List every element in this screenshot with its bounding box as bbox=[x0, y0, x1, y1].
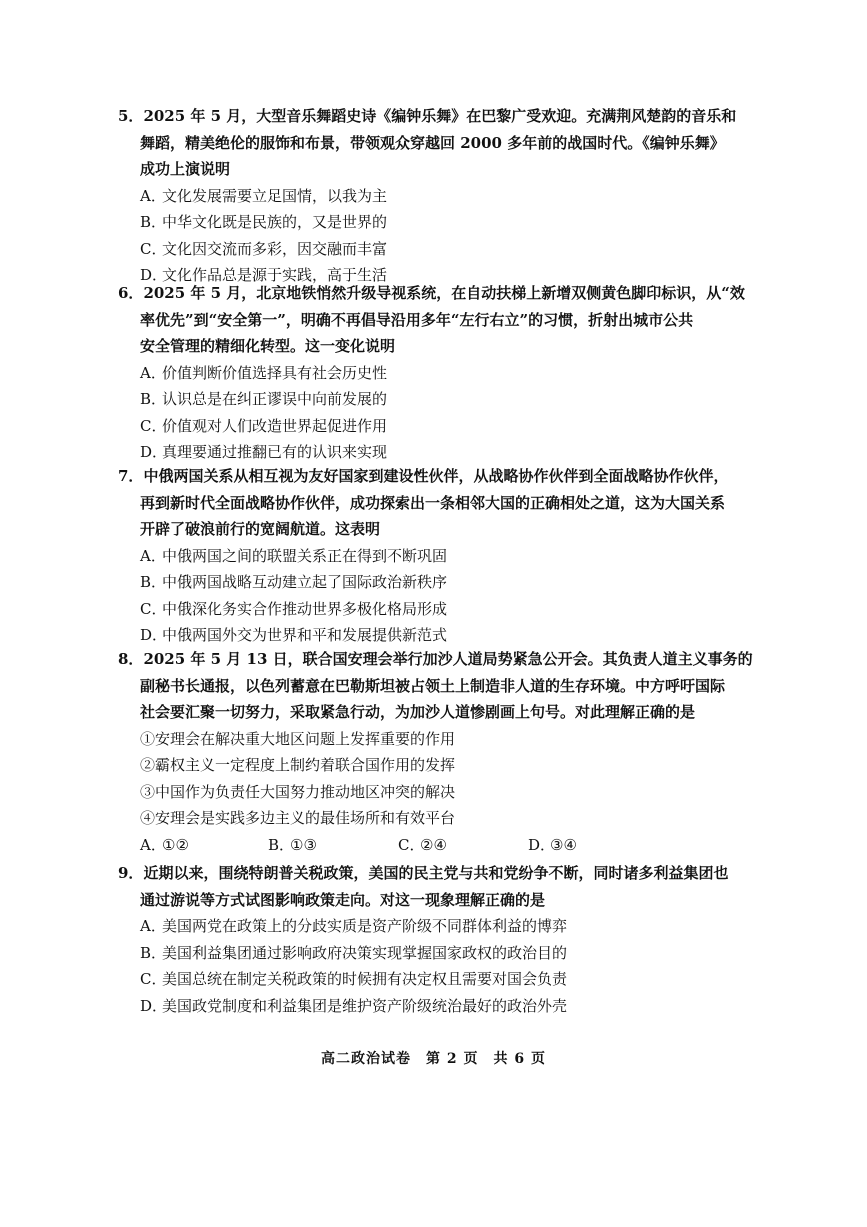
stem-line: 成功上演说明 bbox=[140, 160, 231, 178]
option-c: C．美国总统在制定关税政策的时候拥有决定权且需要对国会负责 bbox=[140, 970, 568, 988]
options-list bbox=[0, 913, 867, 1019]
stem-line: 社会要汇聚一切努力，采取紧急行动，为加沙人道惨剧画上句号。对此理解正确的是 bbox=[140, 703, 696, 721]
stem-line: 近期以来，围绕特朗普关税政策，美国的民主党与共和党纷争不断，同时诸多利益集团也 bbox=[143, 864, 729, 882]
question-9-stem bbox=[0, 860, 867, 913]
question-6 bbox=[0, 280, 867, 466]
stem-line: 舞蹈，精美绝伦的服饰和布景，带领观众穿越回 2000 多年前的战国时代。《编钟乐舞》 bbox=[140, 133, 725, 152]
stem-line: 2025 年 5 月，大型音乐舞蹈史诗《编钟乐舞》在巴黎广受欢迎。充满荆风楚韵的音乐和 bbox=[143, 107, 737, 125]
stem-line: 2025 年 5 月，北京地铁悄然升级导视系统，在自动扶梯上新增双侧黄色脚印标识，从“效 bbox=[143, 284, 745, 302]
question-7 bbox=[0, 463, 867, 649]
question-8-stem bbox=[0, 646, 867, 726]
option-c: C．中俄深化务实合作推动世界多极化格局形成 bbox=[140, 599, 448, 618]
question-number: 6． bbox=[118, 284, 144, 302]
page-footer: 高二政治试卷 第 2 页 共 6 页 bbox=[321, 1051, 546, 1067]
statement-1: ①安理会在解决重大地区问题上发挥重要的作用 bbox=[140, 729, 456, 748]
question-number: 8． bbox=[118, 650, 144, 668]
option-a: A．文化发展需要立足国情，以我为主 bbox=[140, 186, 388, 205]
options-list bbox=[0, 183, 867, 289]
option-d: D．③④ bbox=[528, 835, 577, 854]
option-d: D．文化作品总是源于实践，高于生活 bbox=[140, 266, 388, 284]
statements-list bbox=[0, 726, 867, 832]
stem-line: 副秘书长通报，以色列蓄意在巴勒斯坦被占领土上制造非人道的生存环境。中方呼吁国际 bbox=[140, 676, 726, 695]
options-row bbox=[0, 832, 867, 859]
statement-2: ②霸权主义一定程度上制约着联合国作用的发挥 bbox=[140, 756, 456, 774]
option-c: C．②④ bbox=[398, 835, 447, 854]
question-8 bbox=[0, 646, 867, 858]
question-7-stem bbox=[0, 463, 867, 543]
options-list bbox=[0, 543, 867, 649]
option-c: C．价值观对人们改造世界起促进作用 bbox=[140, 416, 388, 435]
question-5-stem bbox=[0, 103, 867, 183]
option-a: A．中俄两国之间的联盟关系正在得到不断巩固 bbox=[140, 546, 448, 565]
statement-3: ③中国作为负责任大国努力推动地区冲突的解决 bbox=[140, 782, 456, 801]
stem-line: 再到新时代全面战略协作伙伴，成功探索出一条相邻大国的正确相处之道，这为大国关系 bbox=[140, 493, 726, 512]
option-a: A．①② bbox=[140, 835, 189, 854]
options-list bbox=[0, 360, 867, 466]
option-b: B．中华文化既是民族的，又是世界的 bbox=[140, 213, 388, 231]
option-a: A．美国两党在政策上的分歧实质是资产阶级不同群体利益的博弈 bbox=[140, 917, 568, 935]
option-a: A．价值判断价值选择具有社会历史性 bbox=[140, 363, 388, 382]
stem-line: 开辟了破浪前行的宽阔航道。这表明 bbox=[140, 520, 381, 538]
stem-line: 安全管理的精细化转型。这一变化说明 bbox=[140, 337, 396, 355]
option-b: B．中俄两国战略互动建立起了国际政治新秩序 bbox=[140, 573, 448, 591]
statement-4: ④安理会是实践多边主义的最佳场所和有效平台 bbox=[140, 809, 456, 827]
question-number: 9． bbox=[118, 864, 144, 882]
option-d: D．真理要通过推翻已有的认识来实现 bbox=[140, 443, 388, 461]
question-6-stem bbox=[0, 280, 867, 360]
option-d: D．中俄两国外交为世界和平和发展提供新范式 bbox=[140, 626, 448, 644]
stem-line: 通过游说等方式试图影响政策走向。对这一现象理解正确的是 bbox=[140, 890, 546, 909]
option-b: B．认识总是在纠正谬误中向前发展的 bbox=[140, 390, 388, 408]
question-number: 7． bbox=[118, 467, 144, 485]
stem-line: 率优先”到“安全第一”，明确不再倡导沿用多年“左行右立”的习惯，折射出城市公共 bbox=[140, 310, 694, 329]
option-d: D．美国政党制度和利益集团是维护资产阶级统治最好的政治外壳 bbox=[140, 996, 568, 1015]
stem-line: 中俄两国关系从相互视为友好国家到建设性伙伴，从战略协作伙伴到全面战略协作伙伴， bbox=[143, 467, 729, 485]
stem-line: 2025 年 5 月 13 日，联合国安理会举行加沙人道局势紧急公开会。其负责人道主义事务的 bbox=[143, 650, 753, 668]
option-b: B．美国利益集团通过影响政府决策实现掌握国家政权的政治目的 bbox=[140, 943, 568, 962]
option-b: B．①③ bbox=[268, 835, 317, 854]
option-c: C．文化因交流而多彩，因交融而丰富 bbox=[140, 239, 388, 258]
question-9 bbox=[0, 860, 867, 1019]
question-5 bbox=[0, 103, 867, 289]
question-number: 5． bbox=[118, 107, 144, 125]
